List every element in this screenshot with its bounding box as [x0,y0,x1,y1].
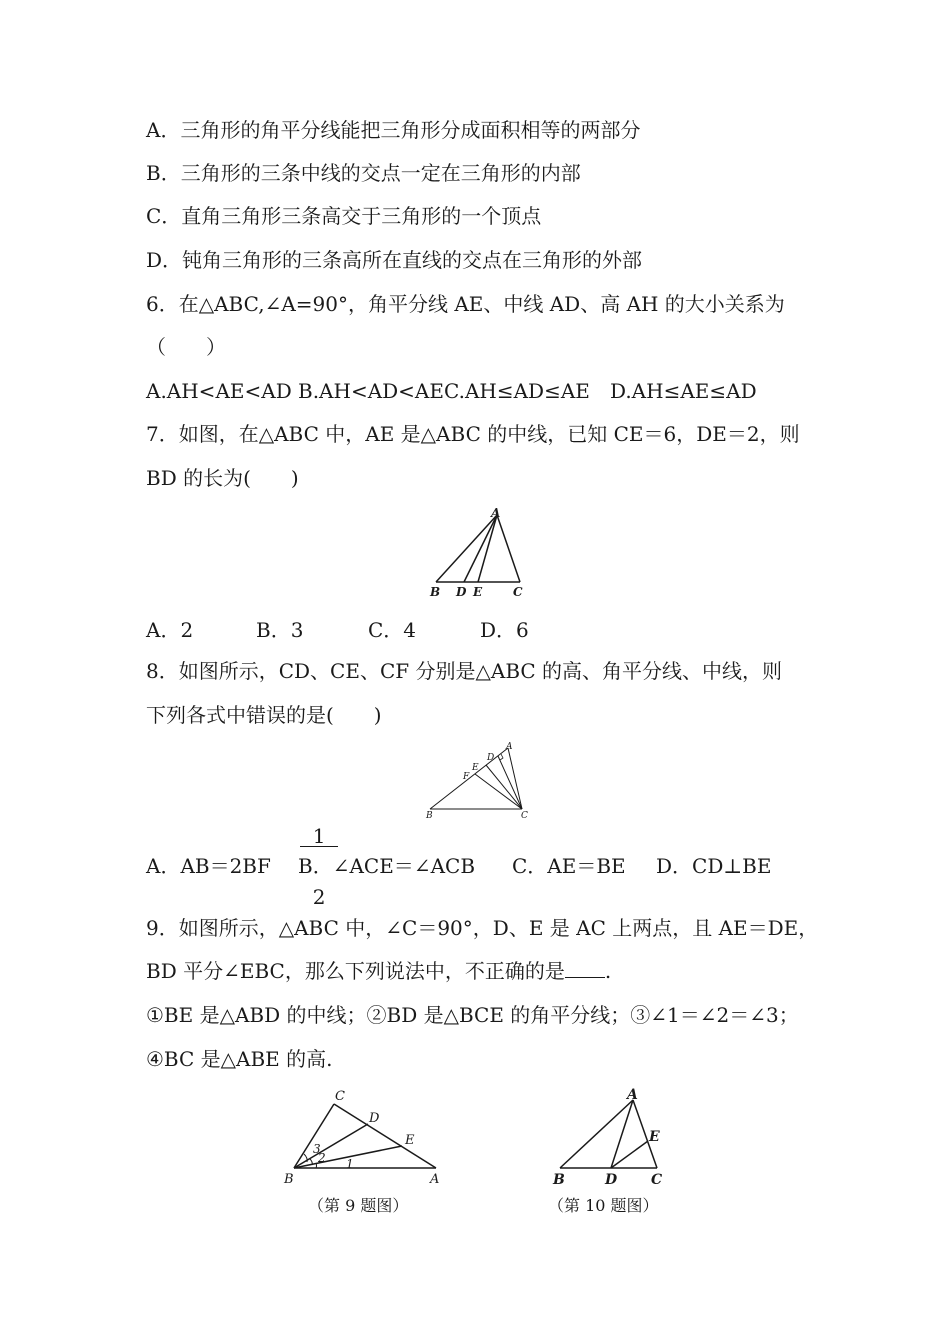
q9-angle-label-2: 2 [318,1151,326,1165]
q9-stem-line2-end: . [604,959,612,983]
q8-label-e: E [472,763,479,773]
q9-statements-line1: ①BE 是△ABD 的中线；②BD 是△BCE 的角平分线；③∠1＝∠2＝∠3； [146,1003,799,1027]
q5-option-a: A．三角形的角平分线能把三角形分成面积相等的两部分 [146,118,641,142]
q7-option-d: D．6 [480,618,529,642]
q8-option-a: A．AB＝2BF [146,854,271,878]
q7-stem-line2: BD 的长为( ) [146,466,299,490]
q7-label-a: A [491,506,501,520]
q8-label-f: F [463,772,470,782]
q10-label-c: C [651,1172,663,1188]
q7-label-e: E [473,585,483,599]
q6-option-c: C.AH≤AD≤AE [444,379,590,403]
q9-figure-caption: （第 9 题图） [308,1196,409,1215]
q8-label-c: C [521,811,528,821]
q7-label-b: B [430,585,441,599]
q9-label-a: A [430,1172,440,1187]
q6-option-b: B.AH<AD<AE [298,379,444,403]
q9-angle-arc-1 [316,1163,317,1168]
q9-stem-line2 [146,957,611,985]
q9-angle-label-3: 3 [313,1142,321,1156]
q9-label-e: E [405,1133,415,1148]
q10-label-e: E [649,1129,660,1145]
q7-side-ac [497,515,520,582]
q10-label-b: B [553,1172,565,1188]
q8-stem-line1: 8．如图所示，CD、CE、CF 分别是△ABC 的高、角平分线、中线，则 [146,659,783,683]
q7-label-d: D [456,585,467,599]
q9-statements-line2: ④BC 是△ABE 的高. [146,1047,333,1071]
q7-figure [425,505,535,600]
q5-option-d: D．钝角三角形的三条高所在直线的交点在三角形的外部 [146,248,643,272]
q8-option-b-prefix: B．∠ACE＝ [298,854,414,878]
q7-option-b: B．3 [256,618,304,642]
q8-fraction-numerator: 1 [300,826,338,847]
q8-option-c: C．AE＝BE [512,854,626,878]
q9-angle-label-1: 1 [346,1157,354,1171]
q8-stem-line2: 下列各式中错误的是( ) [146,703,382,727]
q8-label-d: D [487,753,495,763]
q6-stem-line1: 6．在△ABC,∠A=90°，角平分线 AE、中线 AD、高 AH 的大小关系为 [146,292,785,316]
q9-figure [280,1082,450,1192]
q9-label-c: C [335,1089,345,1104]
q10-segment-de [611,1141,648,1168]
q9-answer-blank [565,959,605,978]
q7-stem-line1: 7．如图，在△ABC 中，AE 是△ABC 的中线，已知 CE＝6，DE＝2，则 [146,422,800,446]
q6-option-d: D.AH≤AE≤AD [610,379,757,403]
q8-option-b [298,823,476,909]
q10-figure-caption: （第 10 题图） [548,1196,659,1215]
q7-option-a: A．2 [146,618,194,642]
q9-segment-bd [294,1124,368,1168]
q8-fraction-denominator: 2 [312,884,326,909]
q9-stem-line1: 9．如图所示，△ABC 中，∠C＝90°，D、E 是 AC 上两点，且 AE＝DE， [146,916,819,940]
q9-label-b: B [284,1172,294,1187]
q5-option-c: C．直角三角形三条高交于三角形的一个顶点 [146,204,542,228]
q8-figure [420,738,535,823]
q9-label-d: D [369,1111,380,1126]
q8-label-b: B [426,811,433,821]
q8-right-angle-mark [500,754,503,760]
q5-option-b: B．三角形的三条中线的交点一定在三角形的内部 [146,161,581,185]
q7-option-c: C．4 [368,618,417,642]
q10-label-d: D [605,1172,618,1188]
q8-label-a: A [506,742,513,752]
q10-label-a: A [627,1087,638,1103]
q9-stem-line2-text: BD 平分∠EBC，那么下列说法中，不正确的是 [146,959,565,983]
q7-options [146,616,846,644]
q9-side-bc [294,1104,334,1168]
q6-stem-line2: （ ） [146,335,226,359]
q7-label-c: C [513,585,523,599]
q8-option-d: D．CD⊥BE [656,854,772,878]
q6-options [146,377,846,405]
q10-figure [545,1082,675,1192]
q6-option-a: A.AH<AE<AD [146,379,292,403]
q8-options [146,823,846,909]
q8-height-cd [498,756,522,809]
q8-option-b-suffix: ∠ACB [413,854,476,878]
